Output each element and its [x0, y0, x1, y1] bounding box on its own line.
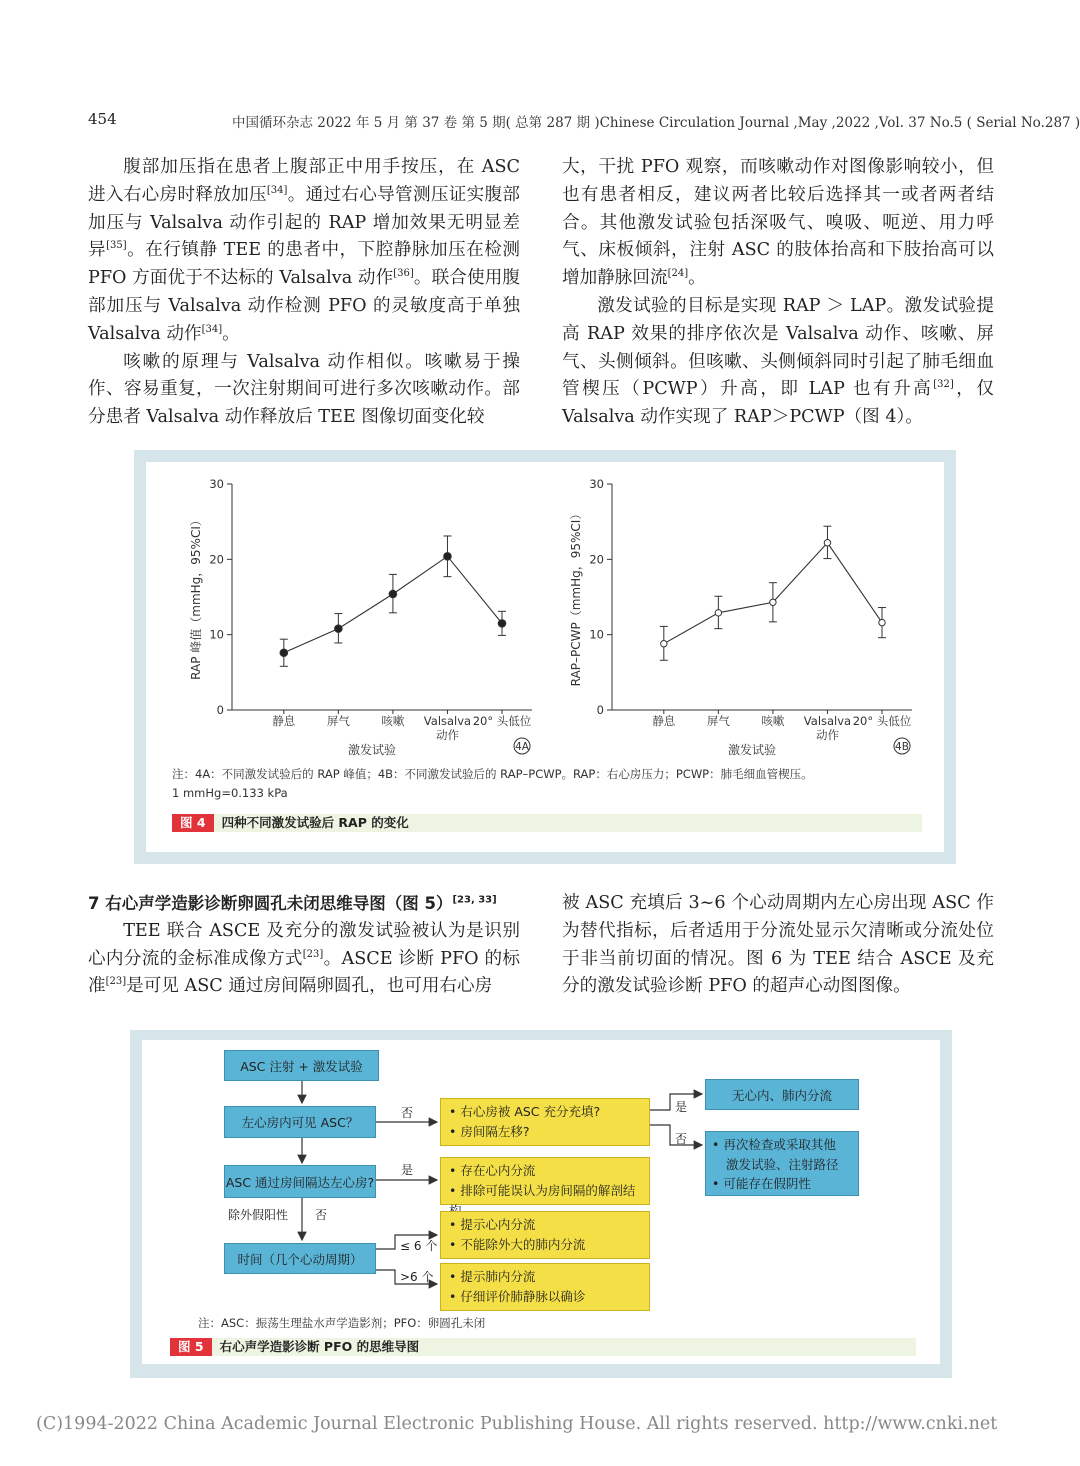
chart-4a-ylabel: RAP 峰值（mmHg，95%CI） [189, 514, 203, 680]
figure-5-label: 图 5 [170, 1338, 212, 1356]
chart-4a-ytick-label: 0 [216, 703, 224, 717]
flow-box-q1: 左心房内可见 ASC？ [224, 1106, 376, 1138]
chart-4b-xtick-label: 咳嗽 [761, 714, 785, 728]
chart-4b-xtick-label: 20° 头低位 [852, 714, 912, 728]
label-yes-1: 是 [675, 1100, 688, 1114]
flow-box-y3 [440, 1211, 650, 1259]
chart-4b-xtick-label: Valsalva [803, 714, 852, 728]
figure-5-note: 注：ASC：振荡生理盐水声学造影剂；PFO：卵圆孔未闭 [198, 1316, 486, 1330]
chart-4b-xtick-label: 屏气 [706, 714, 730, 728]
label-no-3: 否 [315, 1208, 328, 1222]
chart-4a-ytick-label: 10 [209, 627, 224, 642]
flow-box-r1: 无心内、肺内分流 [705, 1079, 859, 1110]
label-no-1: 否 [401, 1106, 414, 1120]
chart-4b-ytick-label: 0 [596, 703, 604, 717]
chart-4a-xtick-label: 静息 [272, 714, 296, 728]
chart-4b-badge-label: 4B [895, 741, 909, 753]
figure-5-caption [170, 1338, 916, 1356]
flow-box-y2 [440, 1157, 650, 1205]
paragraph-provocation-goal: 激发试验的目标是实现 RAP ＞ LAP。激发试验提高 RAP 效果的排序依次是 Valsalva 动作、咳嗽、屏气、头侧倾斜。但咳嗽、头侧倾斜同时引起了肺毛细血管楔压（PCWP）升高，即 LAP 也有升高[32]，仅 Valsalva 动作实现了 RAP＞PCWP（图 4）。 [562, 295, 994, 428]
flow-box-time: 时间（几个心动周期） [224, 1243, 376, 1274]
label-yes-2: 是 [401, 1163, 414, 1177]
label-no-2: 否 [675, 1132, 688, 1146]
figure-4-title: 四种不同激发试验后 RAP 的变化 [221, 815, 409, 830]
figure-4-note-line1: 注：4A：不同激发试验后的 RAP 峰值；4B：不同激发试验后的 RAP–PCWP。RAP：右心房压力；PCWP：肺毛细血管楔压。 [172, 767, 813, 781]
chart-4a-xtick-label: Valsalva [423, 714, 472, 728]
flow-box-start: ASC 注射 + 激发试验 [224, 1050, 379, 1081]
chart-4a-ytick-label: 20 [209, 552, 224, 567]
paragraph-cough: 咳嗽的原理与 Valsalva 动作相似。咳嗽易于操作、容易重复，一次注射期间可进行多次咳嗽动作。部分患者 Valsalva 动作释放后 TEE 图像切面变化较 [88, 351, 520, 428]
chart-4a-xlabel: 激发试验 [347, 743, 397, 757]
label-exclude-false-positive: 除外假阳性 [228, 1208, 289, 1222]
chart-4b-ytick-label: 30 [589, 477, 604, 491]
y4-line1: • 提示肺内分流 [449, 1269, 536, 1284]
flow-box-y1 [440, 1098, 650, 1146]
y2-line1: • 存在心内分流 [449, 1163, 536, 1178]
chart-4a-xtick-label: 屏气 [326, 714, 350, 728]
chart-4a-badge-label: 4A [515, 741, 529, 753]
y1-line1: • 右心房被 ASC 充分充填? [449, 1104, 601, 1119]
y3-line1: • 提示心内分流 [449, 1217, 536, 1232]
figure-4-note-line2: 1 mmHg=0.133 kPa [172, 786, 288, 800]
chart-4a-xtick-label: 动作 [435, 728, 459, 742]
section-7-heading: 7 右心声学造影诊断卵圆孔未闭思维导图（图 5）[23, 33] [88, 894, 497, 913]
label-gt6: >6 个 [400, 1270, 434, 1284]
flow-box-r2 [705, 1131, 859, 1196]
flow-box-y4 [440, 1263, 650, 1311]
chart-4b-ylabel: RAP–PCWP（mmHg，95%CI） [569, 507, 583, 687]
figure-5-title: 右心声学造影诊断 PFO 的思维导图 [219, 1339, 420, 1354]
y1-line2: • 房间隔左移? [449, 1124, 530, 1139]
chart-4b-ytick-label: 10 [589, 627, 604, 642]
running-title: 中国循环杂志 2022 年 5 月 第 37 卷 第 5 期( 总第 287 期 )Chinese Circulation Journal ,May ,2022 ,Vol. 37 No.5 ( Serial No.287 ) [232, 115, 1080, 131]
paragraph-cough-cont: 大，干扰 PFO 观察，而咳嗽动作对图像影响较小，但也有患者相反，建议两者比较后选择其一或者两者结合。其他激发试验包括深吸气、嗅吸、呃逆、用力呼气、床板倾斜，注射 ASC 的肢体抬高和下肢抬高可以增加静脉回流[24]。 [562, 157, 994, 289]
figure-4-label: 图 4 [172, 814, 214, 832]
chart-4b-xtick-label: 动作 [815, 728, 839, 742]
paragraph-asce-standard: TEE 联合 ASCE 及充分的激发试验被认为是识别心内分流的金标准成像方式[23]。ASCE 诊断 PFO 的标准[23]是可见 ASC 通过房间隔卵圆孔，也可用右心房 [88, 920, 520, 997]
chart-4a-xtick-label: 20° 头低位 [472, 714, 532, 728]
y4-line2: • 仔细评价肺静脉以确诊 [449, 1289, 586, 1304]
chart-4a-xtick-label: 咳嗽 [381, 714, 405, 728]
label-le6: ≤ 6 个 [400, 1239, 438, 1253]
y3-line2: • 不能除外大的肺内分流 [449, 1237, 586, 1252]
page-number: 454 [88, 110, 117, 128]
flow-box-q2: ASC 通过房间隔达左心房? [224, 1165, 376, 1198]
copyright-footer: (C)1994-2022 China Academic Journal Electronic Publishing House. All rights reserved. http://www.cnki.net [36, 1414, 998, 1434]
chart-4b-ytick-label: 20 [589, 552, 604, 567]
chart-4a-ytick-label: 30 [209, 477, 224, 491]
chart-4b-xtick-label: 静息 [652, 714, 676, 728]
chart-4b-xlabel: 激发试验 [727, 743, 777, 757]
r2-line1: • 再次检查或采取其他 [712, 1137, 836, 1152]
y2-line2: • 排除可能误认为房间隔的解剖结 [449, 1183, 636, 1198]
paragraph-asce-cont: 被 ASC 充填后 3~6 个心动周期内左心房出现 ASC 作为替代指标，后者适用于分流处显示欠清晰或分流处位于非当前切面的情况。图 6 为 TEE 结合 ASCE 及充分的激发试验诊断 PFO 的超声心动图图像。 [562, 893, 994, 997]
r2-line3: • 可能存在假阴性 [712, 1176, 811, 1191]
r2-line2: 激发试验、注射路径 [726, 1156, 839, 1172]
paragraph-abdominal-compression: 腹部加压指在患者上腹部正中用手按压，在 ASC 进入右心房时释放加压[34]。通过右心导管测压证实腹部加压与 Valsalva 动作引起的 RAP 增加效果无明显差异[35]。在行镇静 TEE 的患者中，下腔静脉加压在检测 PFO 方面优于不达标的 Valsalva 动作[36]。联合使用腹部加压与 Valsalva 动作检测 PFO 的灵敏度高于单独 Valsalva 动作[34]。 [88, 157, 520, 344]
